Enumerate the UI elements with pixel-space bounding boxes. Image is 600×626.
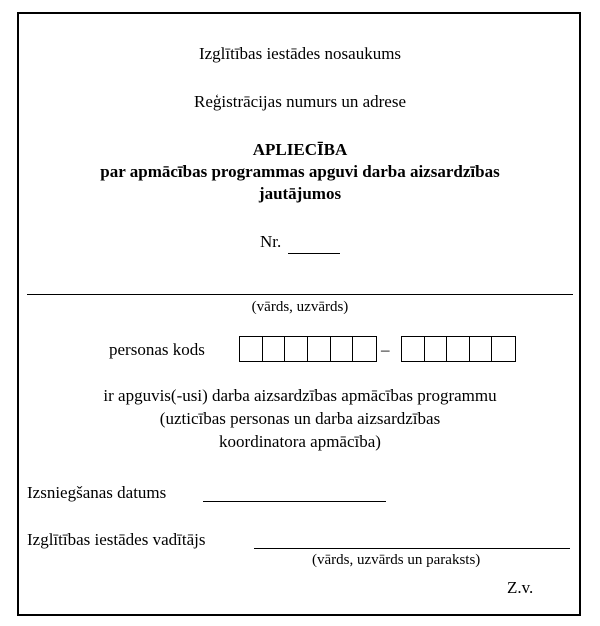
personal-code-cell bbox=[425, 337, 448, 361]
personal-code-cell bbox=[308, 337, 331, 361]
certificate-subtitle-line1: par apmācības programmas apguvi darba aizsardzības bbox=[100, 162, 500, 181]
personal-code-cell bbox=[240, 337, 263, 361]
name-caption: (vārds, uzvārds) bbox=[251, 299, 349, 315]
number-blank bbox=[288, 253, 340, 254]
institution-head-label: Izglītības iestādes vadītājs bbox=[27, 530, 206, 549]
number-label: Nr. bbox=[260, 232, 282, 251]
issue-date-label: Izsniegšanas datums bbox=[27, 483, 167, 502]
personal-code-cell bbox=[447, 337, 470, 361]
personal-code-cell bbox=[470, 337, 493, 361]
signature-caption: (vārds, uzvārds un paraksts) bbox=[312, 552, 481, 568]
certificate-title: APLIECĪBA bbox=[252, 140, 348, 159]
name-line bbox=[27, 294, 573, 295]
personal-code-label: personas kods bbox=[109, 340, 205, 359]
personal-code-cell bbox=[285, 337, 308, 361]
program-line2: (uzticības personas un darba aizsardzības bbox=[159, 409, 441, 428]
stamp-place: Z.v. bbox=[507, 578, 534, 597]
program-line3: koordinatora apmācība) bbox=[219, 432, 381, 451]
personal-code-separator: – bbox=[381, 340, 390, 359]
personal-code-cell bbox=[263, 337, 286, 361]
certificate-subtitle-line2: jautājumos bbox=[258, 184, 342, 203]
personal-code-first-group bbox=[239, 336, 377, 362]
program-line1: ir apguvis(-usi) darba aizsardzības apmācības programmu bbox=[103, 386, 497, 405]
personal-code-second-group bbox=[401, 336, 516, 362]
personal-code-cell bbox=[353, 337, 376, 361]
institution-name: Izglītības iestādes nosaukums bbox=[198, 44, 402, 63]
personal-code-cell bbox=[331, 337, 354, 361]
registration-line: Reģistrācijas numurs un adrese bbox=[194, 92, 406, 111]
issue-date-blank bbox=[203, 501, 386, 502]
personal-code-cell bbox=[492, 337, 515, 361]
signature-line bbox=[254, 548, 570, 549]
personal-code-cell bbox=[402, 337, 425, 361]
